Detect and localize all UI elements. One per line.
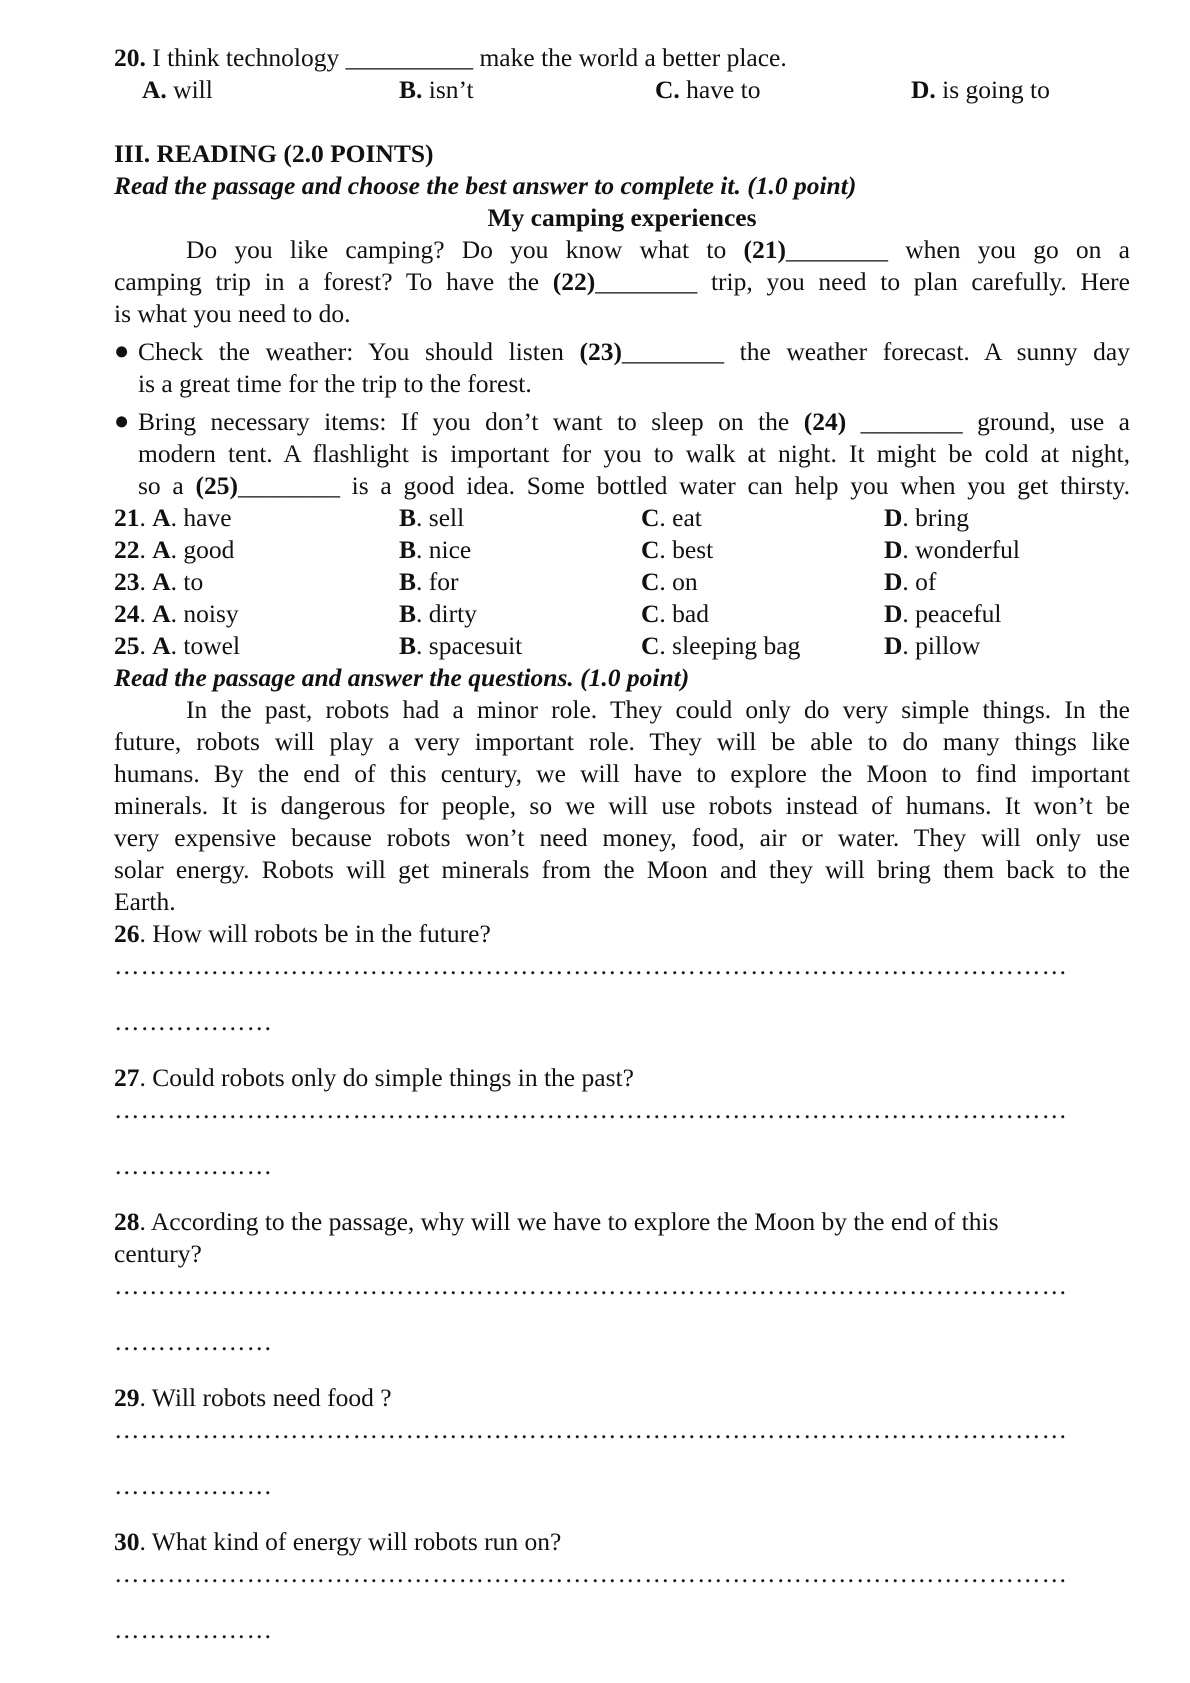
option-d: D. bring: [884, 503, 969, 532]
passage-2: In the past, robots had a minor role. They could only do very simple things. In the future, robots will play a very important role. They will be able to do many things like humans. By the end of this century, we will have to explore the Moon to find important minerals. It is dangerous for people, so we will use robots instead of humans. It won’t be very expensive because robots won’t need money, food, air or water. They will only use solar energy. Robots will get minerals from the Moon and they will bring them back to the Earth.: [114, 695, 1130, 916]
answer-line[interactable]: ………………………………………………………………………………………………: [114, 1559, 1068, 1588]
option-c: C. best: [641, 535, 714, 564]
answer-line[interactable]: ………………………………………………………………………………………………: [114, 951, 1068, 980]
option-c: C. sleeping bag: [641, 631, 801, 660]
mc-question-row: [114, 598, 1130, 630]
passage-1-line-3: is what you need to do.: [114, 299, 351, 328]
question-20: [114, 42, 1130, 74]
answer-line[interactable]: ………………………………………………………………………………………………: [114, 1271, 1068, 1300]
question-20-options: [114, 74, 1130, 106]
bullet-icon: ●: [114, 336, 130, 365]
option-c: C. eat: [641, 503, 702, 532]
option-c: C. on: [641, 567, 698, 596]
mc-question-row: [114, 566, 1130, 598]
question-text: 26. How will robots be in the future?: [114, 919, 491, 948]
answer-line[interactable]: ………………: [114, 1471, 273, 1500]
question-text: 29. Will robots need food ?: [114, 1383, 392, 1412]
bullet-check-weather: ● Check the weather: You should listen (23)________ the weather forecast. A sunny day is a great time for the trip to the forest.: [114, 336, 1130, 398]
option-b: B. for: [399, 567, 459, 596]
passage-1-line-1: Do you like camping? Do you know what to (21)________ when you go on a: [186, 235, 1130, 264]
option-a: A. will: [142, 75, 213, 104]
mc-question-row: [114, 534, 1130, 566]
question-number: 20.: [114, 43, 146, 72]
mc-question-row: [114, 630, 1130, 662]
option-d: D. of: [884, 567, 937, 596]
answer-line[interactable]: ………………: [114, 1151, 273, 1180]
option-d: D. wonderful: [884, 535, 1020, 564]
option-b: B. dirty: [399, 599, 477, 628]
passage-1-title: My camping experiences: [487, 203, 757, 232]
instruction-1: Read the passage and choose the best answer to complete it. (1.0 point): [114, 171, 857, 200]
option-a: 23. A. to: [114, 567, 204, 596]
open-question-30: [114, 1526, 1130, 1670]
question-text: I think technology __________ make the world a better place.: [152, 43, 787, 72]
option-c: C. have to: [655, 75, 761, 104]
option-d: D. peaceful: [884, 599, 1002, 628]
answer-line[interactable]: ………………: [114, 1615, 273, 1644]
section-heading: III. READING (2.0 POINTS): [114, 139, 434, 168]
answer-line[interactable]: ………………: [114, 1327, 273, 1356]
option-a: 22. A. good: [114, 535, 235, 564]
option-d: D. is going to: [911, 75, 1050, 104]
worksheet-page: [114, 42, 1130, 1670]
instruction-2: Read the passage and answer the questions. (1.0 point): [114, 663, 690, 692]
question-text: 30. What kind of energy will robots run on?: [114, 1527, 562, 1556]
answer-line[interactable]: ………………………………………………………………………………………………: [114, 1415, 1068, 1444]
option-b: B. isn’t: [399, 75, 474, 104]
question-text: 27. Could robots only do simple things in the past?: [114, 1063, 634, 1092]
answer-line[interactable]: ………………………………………………………………………………………………: [114, 1095, 1068, 1124]
option-b: B. spacesuit: [399, 631, 523, 660]
open-question-28: 28. According to the passage, why will we have to explore the Moon by the end of this century? ……………………………………………………………………………………………… ………………: [114, 1206, 1130, 1382]
mc-question-row: [114, 502, 1130, 534]
question-text: 28. According to the passage, why will we have to explore the Moon by the end of this: [114, 1207, 999, 1236]
multiple-choice-list: [114, 502, 1130, 662]
open-question-27: [114, 1062, 1130, 1206]
open-question-29: [114, 1382, 1130, 1526]
open-questions-list: [114, 918, 1130, 1670]
option-d: D. pillow: [884, 631, 981, 660]
option-a: 25. A. towel: [114, 631, 241, 660]
option-a: 21. A. have: [114, 503, 232, 532]
option-c: C. bad: [641, 599, 709, 628]
open-question-26: [114, 918, 1130, 1062]
option-b: B. nice: [399, 535, 472, 564]
passage-1-line-2: camping trip in a forest? To have the (22)________ trip, you need to plan carefully. Here: [114, 267, 1130, 296]
answer-line[interactable]: ………………: [114, 1007, 273, 1036]
bullet-icon: ●: [114, 406, 130, 435]
option-a: 24. A. noisy: [114, 599, 239, 628]
bullet-necessary-items: ● Bring necessary items: If you don’t want to sleep on the (24) ________ ground, use a modern tent. A flashlight is important for you to walk at night. It might be cold at night, so a (25)________ is a good idea. Some bottled water can help you when you get thirsty.: [114, 406, 1130, 500]
option-b: B. sell: [399, 503, 465, 532]
